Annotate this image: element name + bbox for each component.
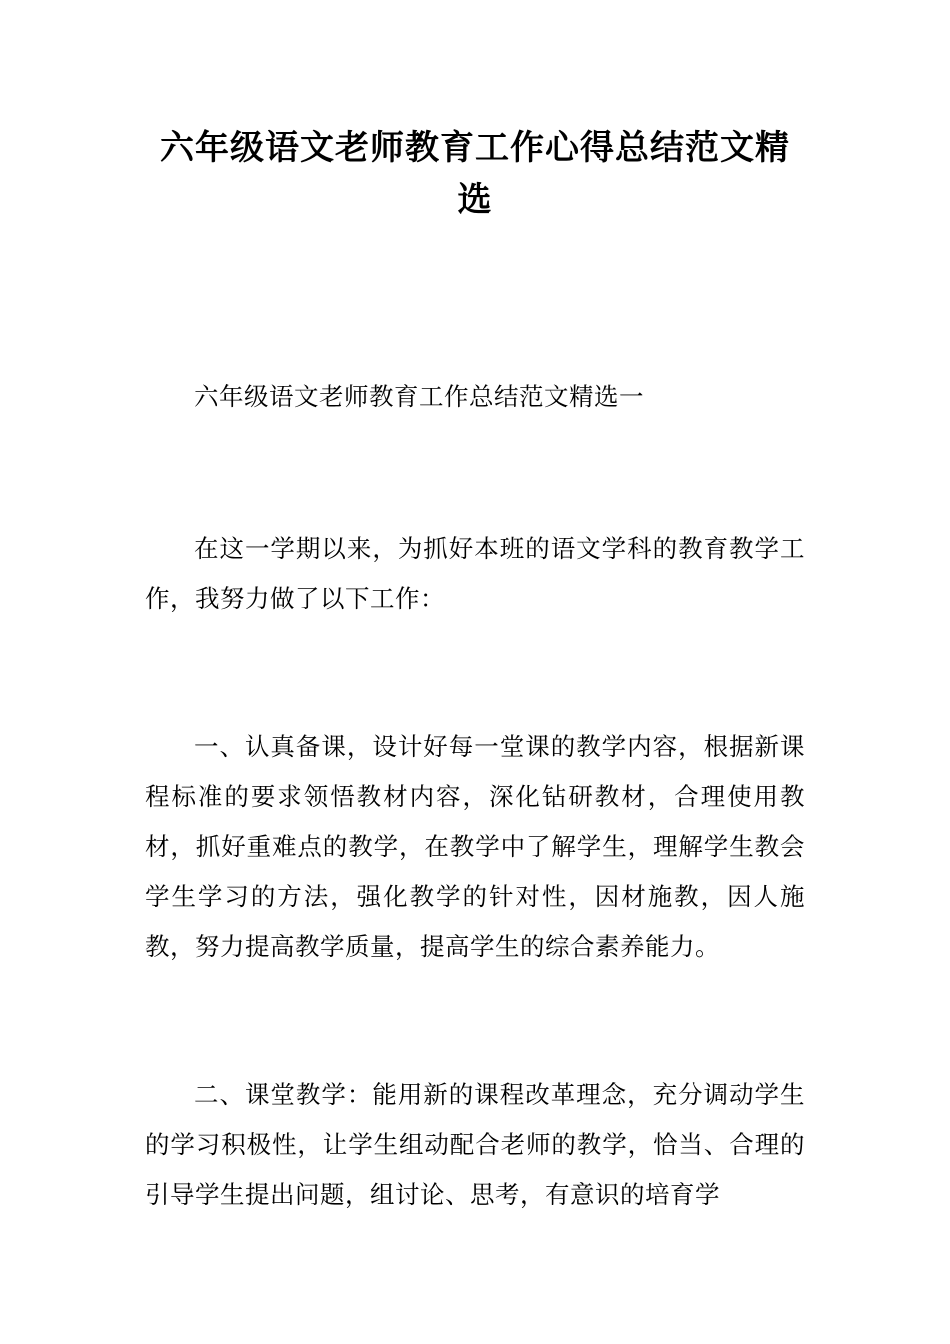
intro-paragraph: 在这一学期以来，为抓好本班的语文学科的教育教学工作，我努力做了以下工作： [145,534,805,613]
section-heading: 六年级语文老师教育工作总结范文精选一 [194,382,644,411]
paragraph-lesson-preparation: 一、认真备课，设计好每一堂课的教学内容，根据新课程标准的要求领悟教材内容，深化钻研教材，合理使用教材，抓好重难点的教学，在教学中了解学生，理解学生教会学生学习的方法，强化教学的针对性，因材施教，因人施教，努力提高教学质量，提高学生的综合素养能力。 [145,732,805,961]
document-title: 六年级语文老师教育工作心得总结范文精选 [160,128,790,220]
paragraph-classroom-teaching: 二、课堂教学：能用新的课程改革理念，充分调动学生的学习积极性，让学生组动配合老师的教学，恰当、合理的引导学生提出问题，组讨论、思考，有意识的培育学 [145,1080,805,1209]
